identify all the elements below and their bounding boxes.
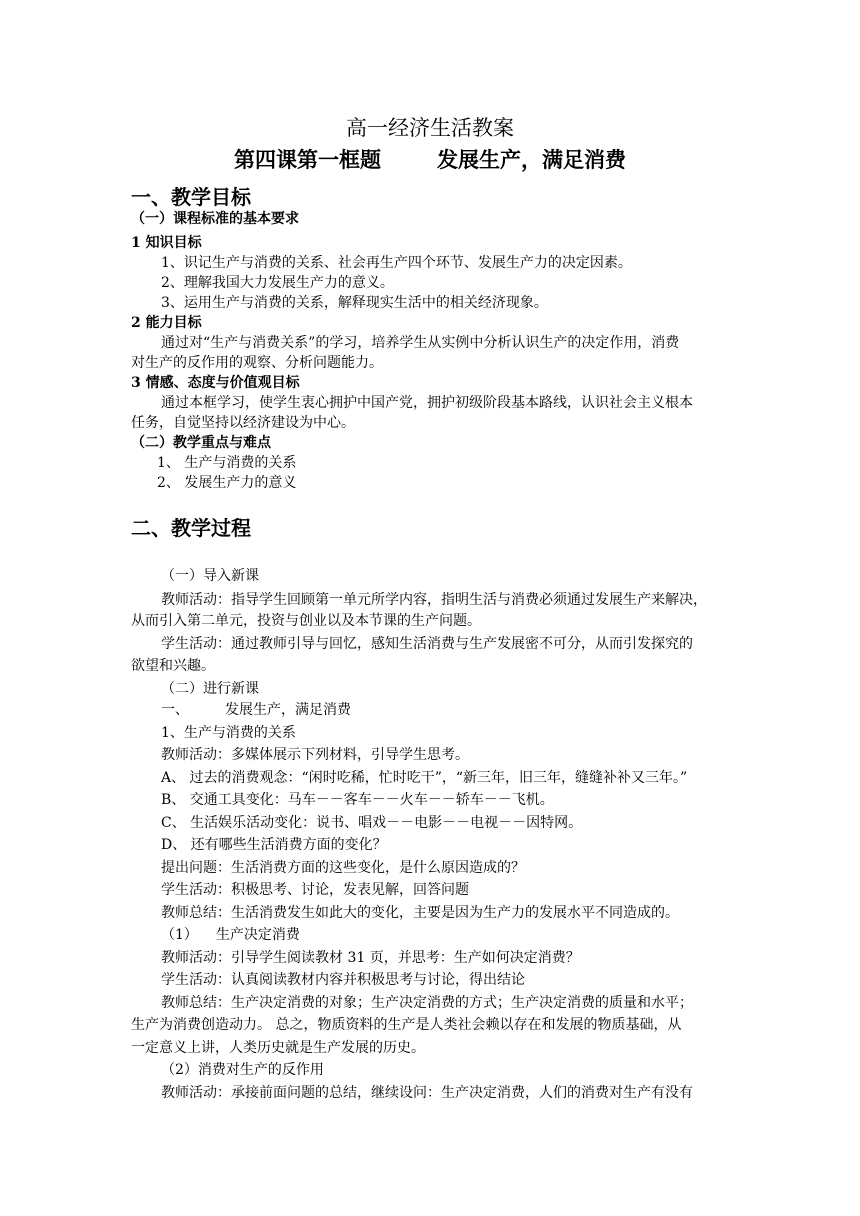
- knowledge-item: 1、识记生产与消费的关系、社会再生产四个环节、发展生产力的决定因素。: [161, 255, 632, 271]
- paragraph-line: A、 过去的消费观念：“闲时吃稀，忙时吃干”，“新三年，旧三年，缝缝补补又三年。”: [161, 770, 688, 786]
- list-marker: 一、: [161, 702, 189, 718]
- list-title: 生产决定消费: [215, 927, 300, 943]
- subheading-standards: （一）课程标准的基本要求: [131, 211, 299, 227]
- paragraph-line: 教师活动：指导学生回顾第一单元所学内容，指明生活与消费必须通过发展生产来解决，: [161, 592, 707, 608]
- document-title: 高一经济生活教案: [346, 116, 514, 140]
- focus-item: 1、 生产与消费的关系: [157, 455, 297, 471]
- list-title: 发展生产，满足消费: [225, 702, 351, 718]
- subheading-focus: （二）教学重点与难点: [131, 435, 271, 451]
- knowledge-heading: 1 知识目标: [131, 235, 202, 251]
- emotion-text: 任务，自觉坚持以经济建设为中心。: [131, 415, 355, 431]
- paragraph-line: 从而引入第二单元，投资与创业以及本节课的生产问题。: [131, 613, 481, 629]
- ability-text: 对生产的反作用的观察、分析问题能力。: [131, 355, 383, 371]
- paragraph-line: （一）导入新课: [161, 568, 259, 584]
- paragraph-line: D、 还有哪些生活消费方面的变化？: [161, 837, 387, 853]
- paragraph-line: 教师总结：生活消费发生如此大的变化，主要是因为生产力的发展水平不同造成的。: [161, 905, 679, 921]
- list-marker: （1）: [161, 927, 198, 943]
- knowledge-item: 2、理解我国大力发展生产力的意义。: [161, 275, 394, 291]
- lesson-number: 第四课第一框题: [234, 147, 381, 172]
- paragraph-line: （二）进行新课: [161, 681, 259, 697]
- paragraph-line: 教师活动：多媒体展示下列材料，引导学生思考。: [161, 747, 469, 763]
- emotion-heading: 3 情感、态度与价值观目标: [131, 375, 300, 391]
- section-heading-process: 二、教学过程: [131, 516, 251, 540]
- paragraph-line: （2）消费对生产的反作用: [161, 1062, 324, 1078]
- paragraph-line: C、 生活娱乐活动变化：说书、唱戏－－电影－－电视－－因特网。: [161, 815, 583, 831]
- lesson-subtitle: [0, 146, 860, 174]
- section-heading-objectives: 一、教学目标: [131, 185, 251, 209]
- emotion-text: 通过本框学习，使学生衷心拥护中国产党，拥护初级阶段基本路线，认识社会主义根本: [161, 395, 693, 411]
- paragraph-line: 1、生产与消费的关系: [161, 725, 296, 741]
- paragraph-line: 提出问题：生活消费方面的这些变化，是什么原因造成的？: [161, 860, 525, 876]
- paragraph-line: 学生活动：通过教师引导与回忆，感知生活消费与生产发展密不可分，从而引发探究的: [161, 636, 693, 652]
- paragraph-line: 一定意义上讲，人类历史就是生产发展的历史。: [131, 1040, 425, 1056]
- ability-text: 通过对“生产与消费关系”的学习，培养学生从实例中分析认识生产的决定作用，消费: [161, 335, 680, 351]
- paragraph-line: B、 交通工具变化：马车－－客车－－火车－－轿车－－飞机。: [161, 792, 554, 808]
- paragraph-line: 教师活动：引导学生阅读教材 31 页，并思考：生产如何决定消费？: [161, 950, 580, 966]
- paragraph-line: 学生活动：认真阅读教材内容并积极思考与讨论，得出结论: [161, 972, 525, 988]
- paragraph-line: 生产为消费创造动力。 总之，物质资料的生产是人类社会赖以存在和发展的物质基础，从: [131, 1017, 682, 1033]
- paragraph-line: [161, 700, 351, 720]
- focus-item: 2、 发展生产力的意义: [157, 475, 297, 491]
- ability-heading: 2 能力目标: [131, 315, 202, 331]
- paragraph-line: 学生活动：积极思考、讨论，发表见解，回答问题: [161, 882, 469, 898]
- lesson-topic: 发展生产，满足消费: [437, 147, 626, 172]
- paragraph-line: 教师活动：承接前面问题的总结，继续设问：生产决定消费，人们的消费对生产有没有: [161, 1085, 693, 1101]
- paragraph-line: [161, 925, 300, 945]
- paragraph-line: 欲望和兴趣。: [131, 658, 215, 674]
- knowledge-item: 3、运用生产与消费的关系，解释现实生活中的相关经济现象。: [161, 295, 548, 311]
- paragraph-line: 教师总结：生产决定消费的对象；生产决定消费的方式；生产决定消费的质量和水平；: [161, 995, 693, 1011]
